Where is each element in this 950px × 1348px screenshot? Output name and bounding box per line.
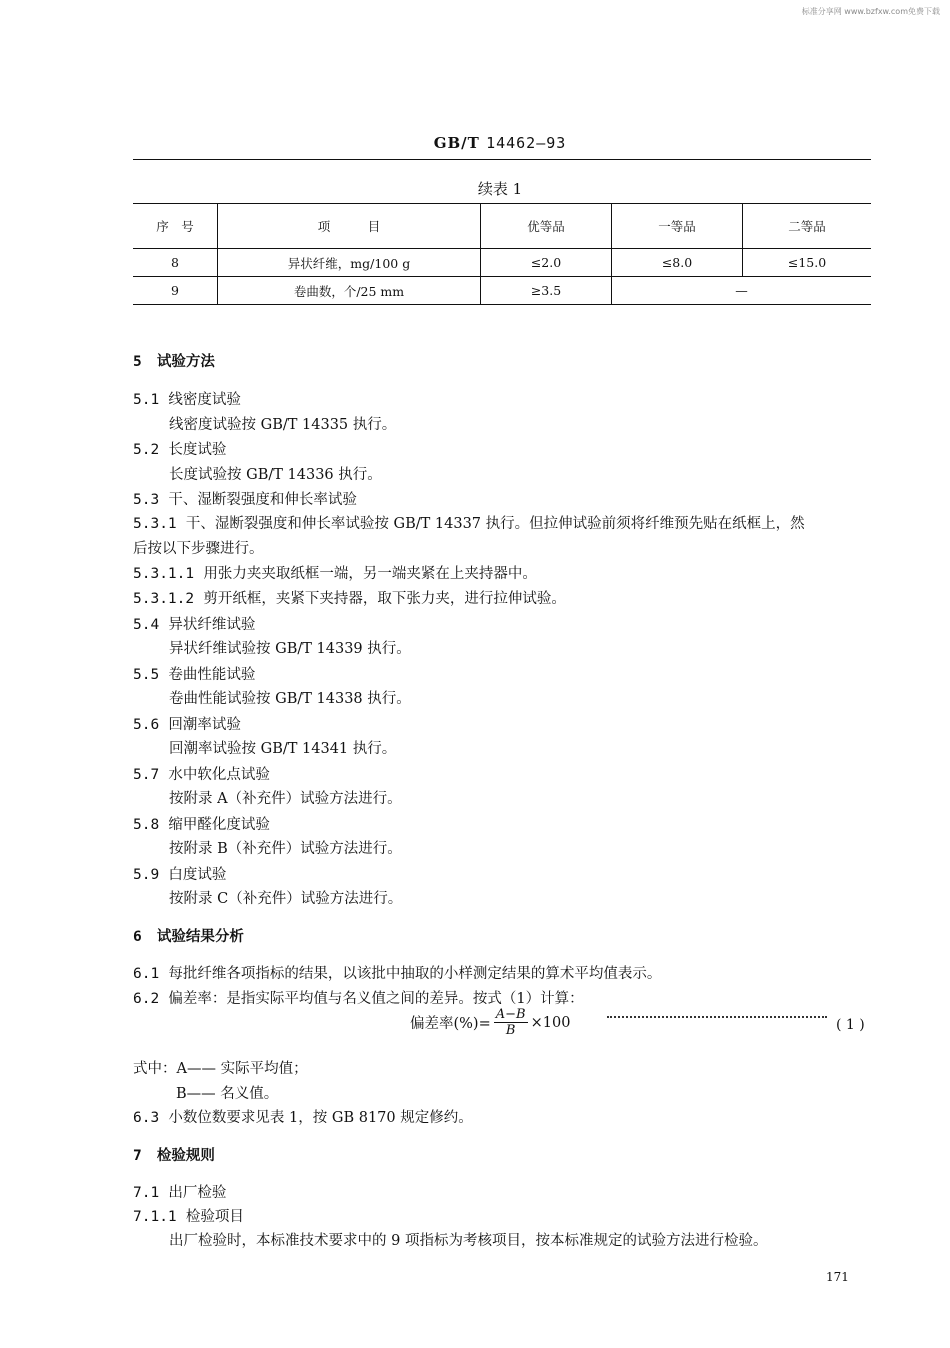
formula-denominator: B: [505, 1023, 516, 1038]
cell-no: 9: [133, 277, 218, 305]
section-5-7-body: 按附录 A（补充件）试验方法进行。: [169, 791, 402, 807]
table-title: 续表 1: [477, 180, 523, 198]
formula-lhs: 偏差率(%)=: [410, 1016, 491, 1032]
cell-item: 异状纤维，mg/100 g: [218, 249, 481, 277]
section-5-7-heading: 5.7 水中软化点试验: [133, 767, 270, 783]
section-6-1: 6.1 每批纤维各项指标的结果，以该批中抽取的小样测定结果的算术平均值表示。: [133, 966, 662, 982]
section-5-5-body: 卷曲性能试验按 GB/T 14338 执行。: [169, 691, 411, 707]
cell-superior: ≤2.0: [481, 249, 612, 277]
section-5-3-1-1: 5.3.1.1 用张力夹夹取纸框一端，另一端夹紧在上夹持器中。: [133, 566, 537, 582]
formula-numerator: A−B: [495, 1007, 526, 1022]
standard-number: 14462—93: [486, 134, 567, 152]
section-5-3-1-body: 5.3.1 干、湿断裂强度和伸长率试验按 GB/T 14337 执行。但拉伸试验前须将纤维预先贴在纸框上，然: [133, 516, 805, 532]
col-header-item: 项 目: [218, 204, 481, 249]
section-5-6-body: 回潮率试验按 GB/T 14341 执行。: [169, 741, 397, 757]
section-5-5-heading: 5.5 卷曲性能试验: [133, 667, 256, 683]
section-6-2: 6.2 偏差率：是指实际平均值与名义值之间的差异。按式（1）计算：: [133, 991, 584, 1007]
section-5-6-heading: 5.6 回潮率试验: [133, 717, 241, 733]
section-5-1-heading: 5.1 线密度试验: [133, 392, 241, 408]
table-row: [133, 277, 871, 305]
formula-leader-dots: [607, 1016, 827, 1018]
cell-first: ≤8.0: [612, 249, 743, 277]
cell-item: 卷曲数，个/25 mm: [218, 277, 481, 305]
watermark: 标准分享网 www.bzfxw.com免费下载: [801, 7, 940, 16]
col-header-second: 二等品: [743, 204, 872, 249]
cell-superior: ≥3.5: [481, 277, 612, 305]
cell-merged: —: [612, 277, 872, 305]
section-5-3-1-body-cont: 后按以下步骤进行。: [133, 541, 264, 557]
section-5-1-body: 线密度试验按 GB/T 14335 执行。: [169, 417, 397, 433]
cell-no: 8: [133, 249, 218, 277]
section-5-4-heading: 5.4 异状纤维试验: [133, 617, 256, 633]
col-header-first: 一等品: [612, 204, 743, 249]
section-6-3: 6.3 小数位数要求见表 1，按 GB 8170 规定修约。: [133, 1110, 473, 1126]
table-header-row: [133, 204, 871, 249]
section-5-3-1-2: 5.3.1.2 剪开纸框，夹紧下夹持器，取下张力夹，进行拉伸试验。: [133, 591, 566, 607]
section-7-heading: 7 检验规则: [133, 1147, 215, 1164]
standard-header: [0, 134, 950, 152]
section-5-4-body: 异状纤维试验按 GB/T 14339 执行。: [169, 641, 411, 657]
page-number: 171: [826, 1270, 849, 1284]
section-5-3-heading: 5.3 干、湿断裂强度和伸长率试验: [133, 492, 357, 508]
section-5-9-heading: 5.9 白度试验: [133, 867, 227, 883]
formula-rhs: ×100: [530, 1014, 571, 1031]
col-header-no: 序 号: [133, 204, 218, 249]
standard-prefix: GB/T: [433, 134, 480, 152]
section-5-9-body: 按附录 C（补充件）试验方法进行。: [169, 891, 403, 907]
section-7-1-1-body: 出厂检验时，本标准技术要求中的 9 项指标为考核项目，按本标准规定的试验方法进行检验。: [169, 1233, 768, 1249]
section-5-8-heading: 5.8 缩甲醛化度试验: [133, 817, 270, 833]
section-5-8-body: 按附录 B（补充件）试验方法进行。: [169, 841, 402, 857]
where-b: B—— 名义值。: [176, 1086, 279, 1102]
section-5-heading: 5 试验方法: [133, 353, 215, 370]
section-7-1-1-heading: 7.1.1 检验项目: [133, 1209, 244, 1225]
section-5-2-heading: 5.2 长度试验: [133, 442, 227, 458]
section-7-1-heading: 7.1 出厂检验: [133, 1185, 227, 1201]
header-rule: [133, 159, 871, 160]
section-6-heading: 6 试验结果分析: [133, 928, 244, 945]
cell-second: ≤15.0: [743, 249, 872, 277]
formula-fraction: [494, 1007, 528, 1038]
col-header-superior: 优等品: [481, 204, 612, 249]
formula-number: ( 1 ): [836, 1017, 865, 1033]
spec-table: [133, 203, 871, 305]
table-row: [133, 249, 871, 277]
where-a: 式中：A—— 实际平均值；: [133, 1061, 308, 1077]
section-5-2-body: 长度试验按 GB/T 14336 执行。: [169, 467, 382, 483]
deviation-formula: [410, 1007, 570, 1038]
